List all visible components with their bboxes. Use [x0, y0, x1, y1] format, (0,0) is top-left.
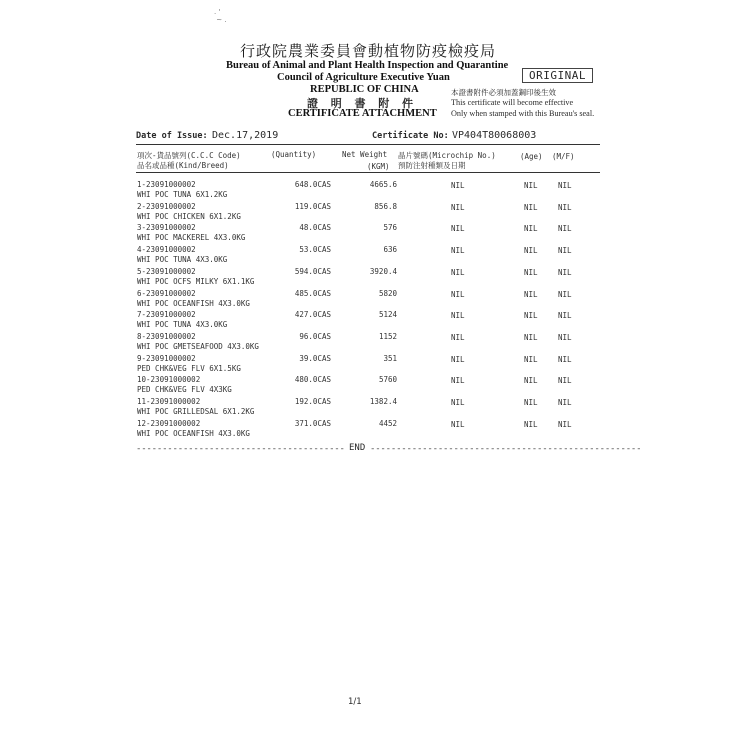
row-quantity: 480.0CAS — [294, 375, 331, 385]
row-sex: NIL — [558, 289, 572, 299]
row-quantity: 119.0CAS — [294, 201, 331, 211]
issue-date-label: Date of Issue: — [136, 131, 208, 141]
row-description: WHI POC GMETSEAFOOD 4X3.0KG — [137, 341, 259, 351]
column-sex-header: (M/F) — [552, 152, 575, 161]
row-net-weight: 5820 — [378, 288, 397, 298]
column-age-header: (Age) — [520, 152, 543, 161]
bureau-title-english: Bureau of Animal and Plant Health Inspection and Quarantine — [226, 60, 509, 71]
certificate-number-value: VP404T80068003 — [452, 130, 537, 141]
row-code: 8-23091000002 — [137, 331, 196, 341]
row-microchip: NIL — [451, 224, 465, 234]
row-net-weight: 4452 — [378, 418, 397, 428]
end-dashes-right: ---------------------------------------------------- — [370, 444, 642, 454]
scan-marks: . ' ~ . — [214, 8, 227, 24]
issue-date-value: Dec.17,2019 — [212, 130, 279, 141]
row-sex: NIL — [558, 181, 572, 190]
row-code: 12-23091000002 — [137, 418, 201, 428]
row-age: NIL — [524, 332, 538, 342]
row-sex: NIL — [558, 398, 572, 407]
bureau-title-chinese: 行政院農業委員會動植物防疫檢疫局 — [240, 42, 497, 60]
row-code: 10-23091000002 — [137, 375, 201, 385]
row-quantity: 427.0CAS — [294, 310, 331, 320]
row-age: NIL — [524, 181, 538, 190]
row-sex: NIL — [558, 224, 572, 234]
row-age: NIL — [524, 202, 538, 212]
row-net-weight: 856.8 — [374, 201, 397, 211]
row-quantity: 48.0CAS — [299, 223, 331, 233]
header-rule-top — [136, 144, 600, 145]
row-age: NIL — [524, 354, 538, 364]
row-quantity: 96.0CAS — [299, 331, 331, 341]
council-title: Council of Agriculture Executive Yuan — [277, 72, 450, 83]
row-microchip: NIL — [451, 311, 465, 321]
row-sex: NIL — [558, 202, 572, 212]
column-kind-header: 項次-貨品號列(C.C.C Code) — [137, 151, 241, 160]
row-quantity: 485.0CAS — [294, 288, 331, 298]
row-code: 3-23091000002 — [137, 223, 196, 233]
row-net-weight: 5124 — [378, 310, 397, 320]
row-code: 5-23091000002 — [137, 266, 196, 276]
end-marker: END — [349, 443, 366, 453]
row-sex: NIL — [558, 419, 572, 429]
row-age: NIL — [524, 376, 538, 386]
row-description: PED CHK&VEG FLV 6X1.5KG — [137, 363, 241, 373]
row-microchip: NIL — [451, 267, 465, 277]
row-quantity: 192.0CAS — [294, 397, 331, 406]
row-description: PED CHK&VEG FLV 4X3KG — [137, 385, 232, 395]
document-title-english: CERTIFICATE ATTACHMENT — [288, 108, 437, 119]
row-net-weight: 1152 — [378, 331, 397, 341]
row-microchip: NIL — [451, 354, 465, 364]
row-age: NIL — [524, 311, 538, 321]
validity-note-line-2: Only when stamped with this Bureau's seal. — [451, 109, 595, 118]
row-description: WHI POC GRILLEDSAL 6X1.2KG — [137, 407, 255, 416]
row-microchip: NIL — [451, 376, 465, 386]
row-microchip: NIL — [451, 181, 465, 190]
column-kind-header-2: 品名或品種(Kind/Breed) — [137, 161, 229, 170]
row-net-weight: 576 — [383, 223, 397, 233]
row-code: 7-23091000002 — [137, 310, 196, 320]
row-quantity: 53.0CAS — [299, 245, 331, 255]
row-description: WHI POC OCFS MILKY 6X1.1KG — [137, 276, 255, 286]
row-net-weight: 5760 — [378, 375, 397, 385]
row-code: 6-23091000002 — [137, 288, 196, 298]
row-microchip: NIL — [451, 246, 465, 256]
validity-note-line-1: This certificate will become effective — [451, 98, 574, 107]
row-description: WHI POC TUNA 4X3.0KG — [137, 320, 228, 330]
header-rule-bottom — [136, 172, 600, 173]
original-stamp: ORIGINAL — [522, 68, 593, 83]
row-age: NIL — [524, 398, 538, 407]
row-net-weight: 636 — [383, 245, 397, 255]
row-net-weight: 1382.4 — [369, 397, 397, 406]
row-age: NIL — [524, 289, 538, 299]
row-age: NIL — [524, 267, 538, 277]
column-weight-header: Net Weight — [342, 150, 388, 159]
certificate-number-label: Certificate No: — [372, 131, 449, 141]
row-net-weight: 4665.6 — [369, 180, 397, 189]
document-title-chinese: 證 明 書 附 件 — [307, 98, 418, 110]
row-sex: NIL — [558, 332, 572, 342]
column-quantity-header: (Quantity) — [271, 150, 317, 159]
row-microchip: NIL — [451, 332, 465, 342]
row-sex: NIL — [558, 246, 572, 256]
page-number: 1/1 — [348, 697, 362, 707]
row-description: WHI POC MACKEREL 4X3.0KG — [137, 233, 246, 243]
row-quantity: 594.0CAS — [294, 266, 331, 276]
row-age: NIL — [524, 419, 538, 429]
row-sex: NIL — [558, 267, 572, 277]
row-net-weight: 3920.4 — [369, 266, 397, 276]
row-sex: NIL — [558, 311, 572, 321]
row-microchip: NIL — [451, 398, 465, 407]
row-microchip: NIL — [451, 202, 465, 212]
row-quantity: 371.0CAS — [294, 418, 331, 428]
row-code: 9-23091000002 — [137, 353, 196, 363]
row-microchip: NIL — [451, 289, 465, 299]
row-net-weight: 351 — [383, 353, 397, 363]
column-microchip-header: 晶片號碼(Microchip No.) — [398, 151, 496, 160]
row-microchip: NIL — [451, 419, 465, 429]
row-age: NIL — [524, 224, 538, 234]
row-code: 2-23091000002 — [137, 201, 196, 211]
row-description: WHI POC OCEANFISH 4X3.0KG — [137, 428, 250, 438]
row-description: WHI POC CHICKEN 6X1.2KG — [137, 211, 241, 221]
row-sex: NIL — [558, 376, 572, 386]
end-dashes-left: ---------------------------------------- — [136, 444, 345, 454]
row-description: WHI POC OCEANFISH 4X3.0KG — [137, 298, 250, 308]
row-description: WHI POC TUNA 6X1.2KG — [137, 190, 228, 199]
row-quantity: 39.0CAS — [299, 353, 331, 363]
row-code: 1-23091000002 — [137, 180, 196, 189]
row-description: WHI POC TUNA 4X3.0KG — [137, 255, 228, 265]
column-microchip-header-2: 預防注射種類及日期 — [398, 161, 466, 170]
row-code: 11-23091000002 — [137, 397, 201, 406]
validity-note-chinese: 本證書附件必須加蓋鋼印後生效 — [451, 88, 556, 97]
row-age: NIL — [524, 246, 538, 256]
row-sex: NIL — [558, 354, 572, 364]
row-quantity: 648.0CAS — [294, 180, 331, 189]
column-weight-unit: (KGM) — [367, 162, 390, 171]
country-name: REPUBLIC OF CHINA — [310, 84, 419, 95]
row-code: 4-23091000002 — [137, 245, 196, 255]
